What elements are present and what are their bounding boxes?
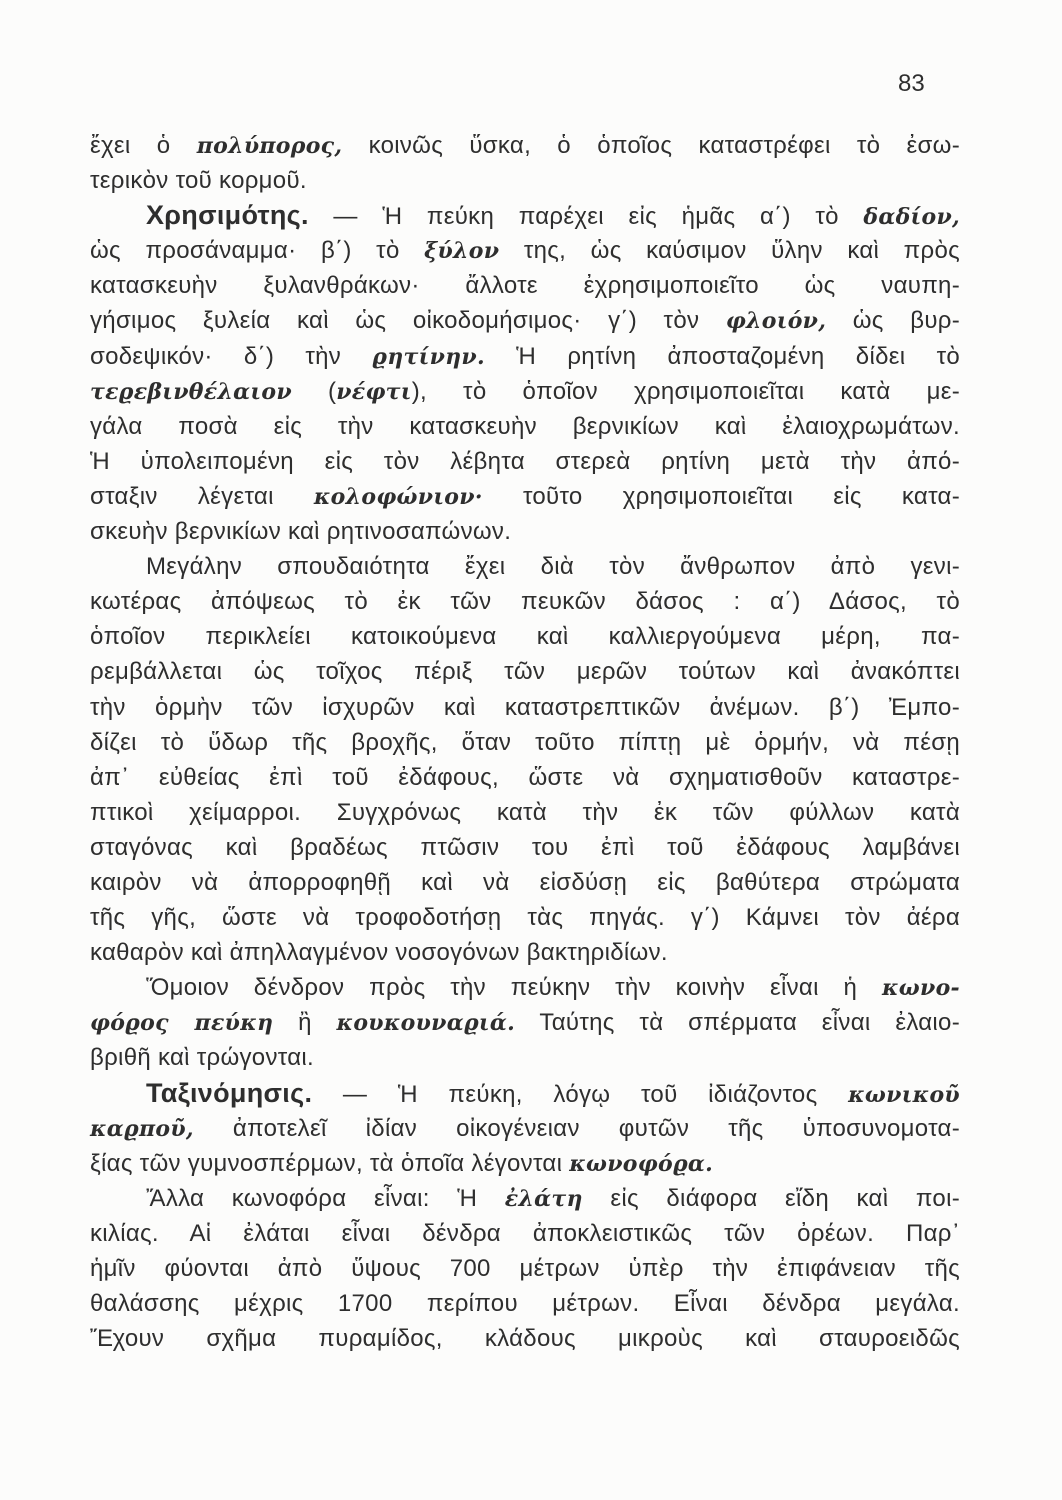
text-run: Ἡ ρητίνη ἀποσταζομένη δίδει τὸ: [484, 342, 960, 370]
text-line: [90, 549, 960, 584]
text-run: (: [291, 377, 337, 405]
text-line: [90, 198, 960, 233]
text-run: κιλίας. Αἱ ἐλάται εἶναι δένδρα ἀποκλειστικῶς τῶν ὀρέων. Παρ᾽: [90, 1219, 960, 1247]
text-line: [90, 865, 960, 900]
page-body-text: [90, 128, 960, 1356]
text-line: [90, 303, 960, 338]
text-run: Ὅμοιον δένδρον πρὸς τὴν πεύκην τὴν κοινὴν εἶναι ἡ: [146, 974, 882, 1002]
text-run: γάλα ποσὰ εἰς τὴν κατασκευὴν βερνικίων καὶ ἐλαιοχρωμάτων.: [90, 412, 960, 440]
text-line: [90, 514, 960, 549]
text-run: τὴν ὁρμὴν τῶν ἰσχυρῶν καὶ καταστρεπτικῶν ἀνέμων. β΄) Ἐμπο-: [90, 693, 960, 721]
text-run: ), τὸ ὁποῖον χρησιμοποιεῖται κατὰ με-: [411, 377, 960, 405]
text-line: [90, 725, 960, 760]
text-run: ρεμβάλλεται ὡς τοῖχος πέριξ τῶν μερῶν τούτων καὶ ἀνακόπτει: [90, 658, 960, 686]
text-run: ἔχει ὁ: [90, 132, 197, 159]
emphasized-term: φόϱος πεύκη: [90, 1010, 274, 1037]
text-line: [90, 233, 960, 268]
text-line: [90, 760, 960, 795]
text-run: ὡς βυρ-: [826, 307, 960, 335]
text-line: [90, 1251, 960, 1286]
text-run: ἡμῖν φύονται ἀπὸ ὕψους 700 μέτρων ὑπὲρ τὴν ἐπιφάνειαν τῆς: [90, 1255, 960, 1282]
text-line: [90, 1111, 960, 1146]
text-run: σοδεψικόν· δ΄) τὴν: [90, 342, 373, 370]
emphasized-term: πολύπορος,: [196, 133, 343, 159]
emphasized-term: φλοιόν,: [725, 308, 827, 335]
text-run: — Ἡ πεύκη παρέχει εἰς ἡμᾶς α΄) τὸ: [308, 203, 864, 231]
text-line: [90, 935, 960, 970]
text-run: πτικοὶ χείμαρροι. Συγχρόνως κατὰ τὴν ἐκ τῶν φύλλων κατὰ: [90, 798, 960, 826]
text-run: ἀποτελεῖ ἰδίαν οἰκογένειαν φυτῶν τῆς ὑποσυνομοτα-: [193, 1114, 960, 1142]
text-run: — Ἡ πεύκη, λόγῳ τοῦ ἰδιάζοντος: [312, 1080, 849, 1108]
text-run: καθαρὸν καὶ ἀπηλλαγμένον νοσογόνων βακτηριδίων.: [90, 939, 668, 967]
emphasized-term: κολοφώνιον·: [313, 483, 483, 510]
text-line: [90, 1076, 960, 1111]
text-line: [90, 1321, 960, 1356]
text-run: σταξιν λέγεται: [90, 482, 314, 510]
text-line: [90, 1146, 960, 1181]
text-line: [90, 1040, 960, 1075]
text-run: τοῦτο χρησιμοποιεῖται εἰς κατα-: [482, 482, 960, 510]
text-line: [90, 374, 960, 409]
emphasized-term: ξύλον: [424, 238, 500, 265]
text-line: [90, 970, 960, 1005]
text-line: [90, 1005, 960, 1040]
text-line: [90, 163, 960, 198]
text-line: [90, 128, 960, 163]
section-heading: Χρησιμότης.: [146, 200, 309, 231]
text-run: Μεγάλην σπουδαιότητα ἔχει διὰ τὸν ἄνθρωπον ἀπὸ γενι-: [146, 553, 960, 581]
section-heading: Ταξινόμησις.: [146, 1077, 313, 1108]
text-line: [90, 339, 960, 374]
text-run: βριθῆ καὶ τρώγονται.: [90, 1044, 314, 1072]
text-line: [90, 1181, 960, 1216]
text-run: σταγόνας καὶ βραδέως πτῶσιν του ἐπὶ τοῦ ἐδάφους λαμβάνει: [90, 833, 960, 861]
text-run: κοινῶς ὕσκα, ὁ ὁποῖος καταστρέφει τὸ ἐσω-: [342, 132, 960, 159]
text-run: κωτέρας ἀπόψεως τὸ ἐκ τῶν πευκῶν δάσος : α΄) Δάσος, τὸ: [90, 588, 960, 616]
text-run: ἢ: [273, 1009, 337, 1037]
text-line: [90, 795, 960, 830]
emphasized-term: νέφτι: [336, 378, 412, 405]
emphasized-term: κωνοφόϱα.: [569, 1150, 714, 1177]
text-run: γήσιμος ξυλεία καὶ ὡς οἰκοδομήσιμος· γ΄) τὸν: [90, 307, 726, 335]
text-run: καιρὸν νὰ ἀπορροφηθῇ καὶ νὰ εἰσδύσῃ εἰς βαθύτερα στρώματα: [90, 868, 960, 896]
text-run: Ἡ ὑπολειπομένη εἰς τὸν λέβητα στερεὰ ρητίνη μετὰ τὴν ἀπό-: [90, 447, 960, 475]
text-line: [90, 584, 960, 619]
text-line: [90, 268, 960, 303]
text-run: Ἄλλα κωνοφόρα εἶναι: Ἡ: [146, 1184, 505, 1212]
text-line: [90, 1286, 960, 1321]
emphasized-term: τεϱεβινθέλαιον: [90, 378, 292, 405]
emphasized-term: κωνικοῦ: [848, 1081, 960, 1108]
emphasized-term: ϱητίνην.: [372, 343, 485, 370]
text-line: [90, 830, 960, 865]
text-line: [90, 479, 960, 514]
text-run: τῆς γῆς, ὥστε νὰ τροφοδοτήσῃ τὰς πηγάς. γ΄) Κάμνει τὸν ἀέρα: [90, 904, 960, 932]
text-run: ξίας τῶν γυμνοσπέρμων, τὰ ὁποῖα λέγονται: [90, 1149, 570, 1177]
text-run: ὡς προσάναμμα· β΄) τὸ: [90, 237, 425, 265]
text-line: [90, 619, 960, 654]
emphasized-term: ἐλάτη: [504, 1185, 583, 1212]
text-line: [90, 409, 960, 444]
text-run: κατασκευὴν ξυλανθράκων· ἄλλοτε ἐχρησιμοποιεῖτο ὡς ναυπη-: [90, 272, 960, 300]
text-line: [90, 654, 960, 689]
emphasized-term: κουκουναϱιά.: [336, 1010, 516, 1037]
text-run: δίζει τὸ ὕδωρ τῆς βροχῆς, ὅταν τοῦτο πίπτῃ μὲ ὁρμήν, νὰ πέσῃ: [90, 728, 960, 756]
text-run: ὁποῖον περικλείει κατοικούμενα καὶ καλλιεργούμενα μέρη, πα-: [90, 623, 960, 651]
text-run: Ἔχουν σχῆμα πυραμίδος, κλάδους μικροὺς καὶ σταυροειδῶς: [90, 1325, 960, 1353]
text-run: εἰς διάφορα εἴδη καὶ ποι-: [582, 1184, 960, 1212]
emphasized-term: καϱποῦ,: [90, 1115, 194, 1142]
emphasized-term: δαδίον,: [863, 204, 960, 231]
text-run: σκευὴν βερνικίων καὶ ρητινοσαπώνων.: [90, 518, 512, 546]
text-line: [90, 1216, 960, 1251]
text-line: [90, 690, 960, 725]
text-run: θαλάσσης μέχρις 1700 περίπου μέτρων. Εἶναι δένδρα μεγάλα.: [90, 1290, 960, 1318]
text-run: ἀπ᾽ εὐθείας ἐπὶ τοῦ ἐδάφους, ὥστε νὰ σχηματισθοῦν καταστρε-: [90, 763, 960, 791]
text-run: τερικὸν τοῦ κορμοῦ.: [90, 167, 307, 195]
text-line: [90, 444, 960, 479]
text-run: της, ὡς καύσιμον ὕλην καὶ πρὸς: [499, 237, 961, 265]
emphasized-term: κωνο-: [881, 975, 960, 1002]
text-run: Ταύτης τὰ σπέρματα εἶναι ἐλαιο-: [515, 1009, 960, 1037]
text-line: [90, 900, 960, 935]
page-number: 83: [898, 70, 925, 97]
